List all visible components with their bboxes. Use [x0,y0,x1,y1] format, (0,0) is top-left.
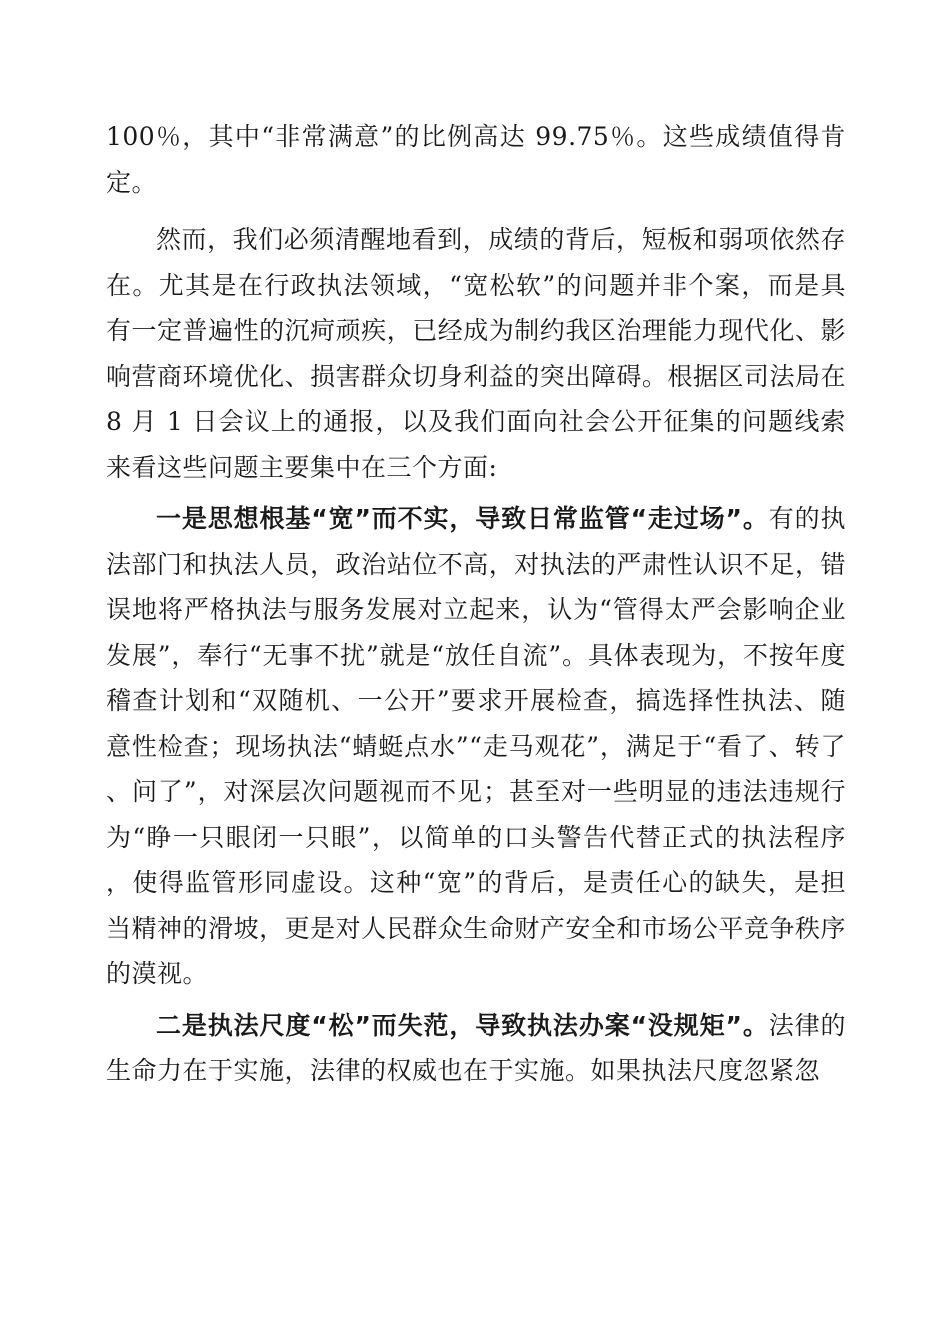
paragraph-1-text: 100％，其中“非常满意”的比例高达 99.75％。这些成绩值得肯定。 [106,122,846,197]
paragraph-2 [106,217,846,490]
paragraph-3 [106,496,846,997]
paragraph-4-lead: 二是执法尺度“松”而失范，导致执法办案“没规矩”。 [156,1010,769,1040]
paragraph-4 [106,1003,846,1094]
paragraph-4-text: 法律的生命力在于实施，法律的权威也在于实施。如果执法尺度忽紧忽 [106,1010,846,1085]
paragraph-3-lead: 一是思想根基“宽”而不实，导致日常监管“走过场”。 [156,504,769,533]
paragraph-1 [106,114,846,205]
paragraph-2-text: 然而，我们必须清醒地看到，成绩的背后，短板和弱项依然存在。尤其是在行政执法领域，“宽松软”的问题并非个案，而是具有一定普遍性的沉疴顽疾，已经成为制约我区治理能力现代化、影响营商环境优化、损害群众切身利益的突出障碍。根据区司法局在 8 月 1 日会议上的通报，以及我们面向社会公开征集的问题线索来看这些问题主要集中在三个方面: [106,225,846,482]
document-body [106,114,846,1094]
paragraph-3-text: 有的执法部门和执法人员，政治站位不高，对执法的严肃性认识不足，错误地将严格执法与服务发展对立起来，认为“管得太严会影响企业发展”，奉行“无事不扰”就是“放任自流”。具体表现为，不按年度稽查计划和“双随机、一公开”要求开展检查，搞选择性执法、随意性检查；现场执法“蜻蜓点水”“走马观花”，满足于“看了、转了、问了”，对深层次问题视而不见；甚至对一些明显的违法违规行为“睁一只眼闭一只眼”，以简单的口头警告代替正式的执法程序，使得监管形同虚设。这种“宽”的背后，是责任心的缺失，是担当精神的滑坡，更是对人民群众生命财产安全和市场公平竞争秩序的漠视。 [106,504,846,988]
